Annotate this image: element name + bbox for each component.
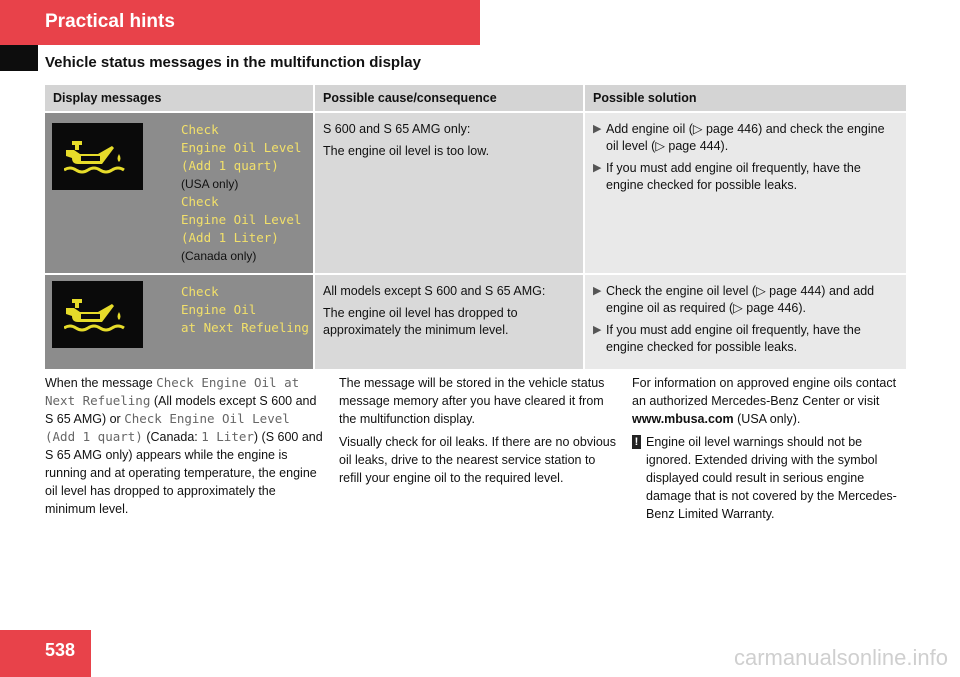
body-paragraph: Visually check for oil leaks. If there are no obvious oil leaks, drive to the nearest service station to refill your engine oil to the required level. xyxy=(339,435,616,485)
body-paragraph xyxy=(632,374,908,428)
region-note: (Canada only) xyxy=(181,249,257,263)
solution-item xyxy=(593,160,898,194)
display-line: at Next Refueling xyxy=(181,320,309,335)
engine-oil-warning-icon xyxy=(52,281,143,348)
display-line: Check xyxy=(181,284,219,299)
column-header-cause: Possible cause/consequence xyxy=(314,85,584,112)
section-title: Vehicle status messages in the multifunction display xyxy=(45,54,421,71)
cause-cell xyxy=(314,112,584,274)
page-number: 538 xyxy=(45,640,76,660)
column-header-solution: Possible solution xyxy=(584,85,906,112)
column-header-display: Display messages xyxy=(45,85,314,112)
cause-text: The engine oil level has dropped to approximately the minimum level. xyxy=(323,306,518,337)
corner-block xyxy=(0,45,38,71)
engine-oil-warning-icon xyxy=(52,123,143,190)
solution-cell xyxy=(584,112,906,274)
display-line: Engine Oil Level xyxy=(181,140,302,155)
cause-text: The engine oil level is too low. xyxy=(323,144,490,158)
display-line: Check xyxy=(181,122,219,137)
cause-text: S 600 and S 65 AMG only: xyxy=(323,122,471,136)
bullet-arrow-icon: ▶ xyxy=(593,162,602,174)
display-message-ref: Check Engine Oil Level (Add 1 quart) xyxy=(45,411,290,444)
body-text: (USA only). xyxy=(733,412,801,426)
solution-text: If you must add engine oil frequently, have the engine checked for possible leaks. xyxy=(606,161,861,192)
body-text: When the message xyxy=(45,376,157,390)
website-link[interactable]: www.mbusa.com xyxy=(632,412,734,426)
solution-text: If you must add engine oil frequently, have the engine checked for possible leaks. xyxy=(606,323,861,354)
solution-text: Check the engine oil level (▷ page 444) and add engine oil as required (▷ page 446). xyxy=(606,284,875,315)
solution-item xyxy=(593,121,898,155)
solution-item xyxy=(593,322,898,356)
display-line: Engine Oil xyxy=(181,302,257,317)
table-header-row xyxy=(45,85,906,112)
watermark: carmanualsonline.info xyxy=(733,645,948,670)
display-line: Check xyxy=(181,194,219,209)
display-message-text xyxy=(181,283,309,337)
display-message-ref: Check Engine Oil at Next Refueling xyxy=(45,375,300,408)
body-paragraph xyxy=(45,374,325,518)
body-column-3 xyxy=(632,374,908,528)
body-text: (All models except S 600 and S 65 AMG) or xyxy=(45,394,317,426)
body-text: ) (S 600 and S 65 AMG only) appears while the engine is running and at operating temperature, the engine oil level has dropped to approximately the minimum level. xyxy=(45,430,323,516)
table-row xyxy=(45,112,906,274)
body-text: (Canada: xyxy=(142,430,202,444)
warning-text: Engine oil level warnings should not be ignored. Extended driving with the symbol displayed could result in serious engine damage that is not covered by the Mercedes-Benz Limited Warranty. xyxy=(646,435,897,521)
solution-cell xyxy=(584,274,906,369)
display-line: Engine Oil Level xyxy=(181,212,302,227)
bullet-arrow-icon: ▶ xyxy=(593,123,602,135)
body-column-1 xyxy=(45,374,325,523)
status-messages-table xyxy=(45,85,906,369)
display-message-text xyxy=(181,121,301,265)
display-line: (Add 1 quart) xyxy=(181,158,279,173)
display-message-cell xyxy=(45,112,314,274)
display-message-cell xyxy=(45,274,314,369)
display-message-ref: 1 Liter xyxy=(201,429,254,444)
table-row xyxy=(45,274,906,369)
warning-paragraph xyxy=(632,433,908,523)
page-number-bar xyxy=(0,630,91,677)
cause-cell xyxy=(314,274,584,369)
bullet-arrow-icon: ▶ xyxy=(593,285,602,297)
header-bar xyxy=(0,0,480,45)
body-paragraph: The message will be stored in the vehicle status message memory after you have cleared it from the multifunction display. xyxy=(339,376,605,426)
display-line: (Add 1 Liter) xyxy=(181,230,279,245)
warning-icon: ! xyxy=(632,435,641,449)
solution-item xyxy=(593,283,898,317)
cause-text: All models except S 600 and S 65 AMG: xyxy=(323,284,546,298)
header-title: Practical hints xyxy=(45,11,175,32)
bullet-arrow-icon: ▶ xyxy=(593,324,602,336)
body-column-2 xyxy=(339,374,617,492)
body-text: For information on approved engine oils contact an authorized Mercedes-Benz Center or visit xyxy=(632,376,897,408)
region-note: (USA only) xyxy=(181,177,239,191)
solution-text: Add engine oil (▷ page 446) and check the engine oil level (▷ page 444). xyxy=(606,122,885,153)
